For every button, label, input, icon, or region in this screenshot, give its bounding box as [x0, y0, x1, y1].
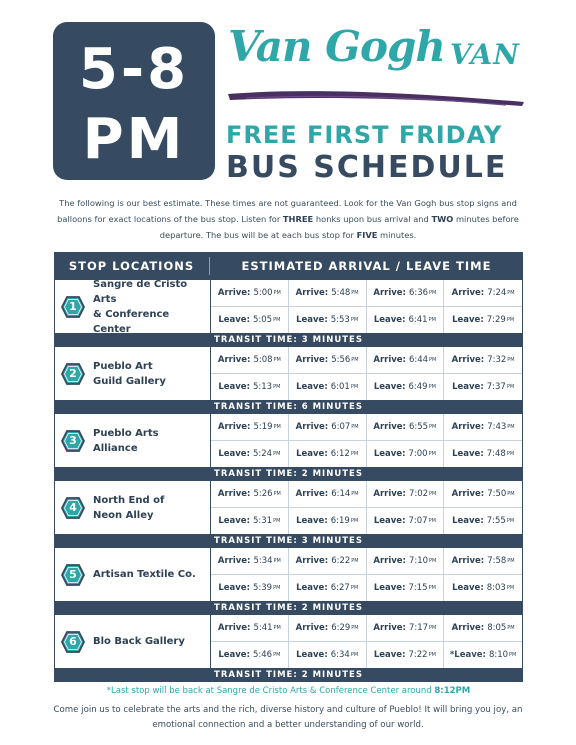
leave-time-cell [289, 642, 367, 669]
arrive-time: 7:02 [408, 488, 429, 499]
arrive-time: 5:48 [331, 287, 351, 298]
arrive-label: Arrive: [295, 488, 329, 499]
leave-label: Leave: [452, 314, 484, 325]
leave-label: Leave: [452, 515, 484, 526]
arrive-time-cell [289, 481, 367, 508]
pm-label: PM [273, 624, 281, 631]
arrive-time-cell [211, 615, 289, 642]
arrive-time-cell [211, 347, 289, 374]
leave-time: 6:01 [330, 381, 350, 392]
stop-name-text [93, 359, 166, 389]
leave-label: Leave: [296, 582, 328, 593]
arrive-label: Arrive: [373, 421, 406, 432]
pm-label: PM [351, 624, 359, 631]
pm-label: PM [506, 450, 515, 457]
intro-paragraph [50, 195, 526, 243]
leave-time-cell [367, 575, 445, 602]
leave-time: 7:29 [486, 314, 506, 325]
leave-time-cell [444, 508, 522, 535]
pm-label: PM [428, 584, 436, 591]
leave-time: 7:07 [408, 515, 428, 526]
leave-time-cell [367, 307, 445, 334]
leave-label: Leave: [452, 381, 484, 392]
arrive-time-cell [444, 548, 522, 575]
stop-row [54, 280, 523, 333]
transit-time-bar: TRANSIT TIME: 6 MINUTES [54, 400, 523, 414]
leave-label: Leave: [452, 448, 484, 459]
leave-time-cell [211, 575, 289, 602]
arrive-label: Arrive: [217, 622, 251, 633]
arrive-label: Arrive: [373, 354, 406, 365]
leave-time: 5:53 [330, 314, 350, 325]
column-header-times: ESTIMATED ARRIVAL / LEAVE TIME [241, 259, 492, 273]
pm-label: PM [273, 383, 281, 390]
arrive-label: Arrive: [451, 421, 485, 432]
logo-script-text: Van Gogh [228, 22, 445, 71]
leave-time: 6:12 [330, 448, 350, 459]
leave-time-cell [444, 441, 522, 468]
last-stop-footnote [54, 686, 523, 696]
arrive-time: 6:07 [331, 421, 351, 432]
stop-times-grid [211, 347, 522, 400]
arrive-time-cell [289, 615, 367, 642]
pm-label: PM [351, 356, 359, 363]
leave-time: 5:05 [252, 314, 273, 325]
stop-number: 1 [69, 300, 77, 313]
intro-emphasis: FIVE [356, 230, 378, 240]
arrive-time: 5:34 [253, 555, 273, 566]
stop-number: 5 [69, 568, 77, 581]
arrive-time: 5:08 [253, 354, 273, 365]
stop-times-grid [211, 548, 522, 601]
leave-label: Leave: [218, 515, 250, 526]
pm-label: PM [350, 450, 359, 457]
leave-label: Leave: [218, 381, 250, 392]
pm-label: PM [506, 584, 515, 591]
pm-label: PM [429, 423, 437, 430]
leave-time-cell [367, 642, 445, 669]
leave-label: Leave: [452, 582, 484, 593]
arrive-label: Arrive: [451, 622, 485, 633]
arrive-label: Arrive: [295, 555, 329, 566]
leave-time-cell [367, 374, 445, 401]
stop-times-grid [211, 615, 522, 668]
pm-label: PM [507, 423, 515, 430]
pm-label: PM [350, 383, 359, 390]
pm-label: PM [429, 356, 437, 363]
leave-label: Leave: [218, 314, 250, 325]
brush-swoosh-icon [226, 86, 526, 108]
arrive-label: Arrive: [217, 555, 251, 566]
leave-time-cell [444, 642, 522, 669]
leave-time-cell [289, 374, 367, 401]
pm-label: PM [428, 517, 436, 524]
leave-label: Leave: [296, 515, 328, 526]
arrive-time-cell [211, 280, 289, 307]
leave-time: 6:19 [330, 515, 350, 526]
arrive-label: Arrive: [373, 287, 406, 298]
arrive-time: 6:29 [331, 622, 351, 633]
pm-label: PM [351, 289, 359, 296]
arrive-time: 6:55 [408, 421, 429, 432]
pm-label: PM [507, 490, 515, 497]
arrive-label: Arrive: [295, 287, 329, 298]
leave-time-cell [444, 575, 522, 602]
arrive-time-cell [367, 347, 445, 374]
leave-time: 7:55 [486, 515, 506, 526]
arrive-time: 7:32 [487, 354, 507, 365]
pm-label: PM [273, 517, 281, 524]
leave-time-cell [289, 441, 367, 468]
stop-name-line2: Neon Alley [93, 509, 154, 521]
stop-number: 3 [69, 434, 77, 447]
leave-time: 6:34 [330, 649, 350, 660]
arrive-time-cell [367, 280, 445, 307]
pm-label: PM [273, 289, 281, 296]
pm-label: PM [273, 557, 281, 564]
pm-label: PM [350, 584, 359, 591]
pm-label: PM [429, 289, 437, 296]
leave-label: Leave: [296, 448, 328, 459]
leave-label: Leave: [373, 381, 406, 392]
leave-time: 5:39 [252, 582, 273, 593]
arrive-label: Arrive: [451, 287, 485, 298]
arrive-time: 6:14 [331, 488, 351, 499]
pm-label: PM [507, 289, 515, 296]
van-gogh-van-logo [228, 18, 528, 88]
arrive-time: 8:05 [487, 622, 507, 633]
arrive-time: 5:19 [253, 421, 273, 432]
arrive-time-cell [444, 347, 522, 374]
leave-time-cell [289, 307, 367, 334]
event-hours-start-end: 5-8 [78, 37, 190, 102]
leave-label: Leave: [218, 448, 250, 459]
stop-location [55, 280, 211, 333]
pm-label: PM [273, 490, 281, 497]
pm-label: PM [506, 316, 515, 323]
stop-name-line1: North End of [93, 494, 165, 506]
arrive-time-cell [289, 548, 367, 575]
stop-name-text [93, 567, 196, 582]
arrive-time: 6:44 [408, 354, 429, 365]
leave-time: 6:27 [330, 582, 350, 593]
stop-name-line1: Pueblo Arts [93, 427, 159, 439]
leave-time: 7:37 [486, 381, 506, 392]
event-hours-badge [53, 22, 215, 180]
stop-name-text [93, 634, 185, 649]
stop-marker [61, 429, 93, 453]
transit-time-bar: TRANSIT TIME: 3 MINUTES [54, 534, 523, 548]
arrive-time-cell [289, 280, 367, 307]
arrive-time: 7:50 [487, 488, 507, 499]
pm-label: PM [273, 423, 281, 430]
transit-time-bar: TRANSIT TIME: 2 MINUTES [54, 467, 523, 481]
arrive-time-cell [289, 347, 367, 374]
pm-label: PM [507, 624, 515, 631]
intro-text: honks upon bus arrival and [313, 214, 432, 224]
pm-label: PM [351, 490, 359, 497]
arrive-label: Arrive: [217, 287, 251, 298]
leave-time: 6:41 [408, 314, 428, 325]
arrive-time: 7:24 [487, 287, 507, 298]
leave-label: Leave: [373, 448, 406, 459]
footnote-time: 8:12PM [434, 686, 471, 696]
pm-label: PM [273, 651, 281, 658]
stop-times-grid [211, 280, 522, 333]
arrive-time-cell [444, 615, 522, 642]
leave-time-cell [289, 575, 367, 602]
logo-caps-text: VAN [450, 38, 520, 71]
pm-label: PM [428, 651, 436, 658]
leave-time: 5:46 [252, 649, 273, 660]
arrive-label: Arrive: [451, 354, 485, 365]
arrive-label: Arrive: [217, 421, 251, 432]
pm-label: PM [509, 651, 517, 658]
leave-time-cell [289, 508, 367, 535]
pm-label: PM [351, 423, 359, 430]
leave-time-cell [444, 307, 522, 334]
stop-times-grid [211, 481, 522, 534]
arrive-label: Arrive: [295, 421, 329, 432]
leave-label: Leave: [218, 649, 250, 660]
arrive-time-cell [367, 548, 445, 575]
stop-row [54, 481, 523, 534]
arrive-time-cell [289, 414, 367, 441]
pm-label: PM [350, 517, 359, 524]
arrive-time-cell [367, 615, 445, 642]
stop-row [54, 414, 523, 467]
leave-label: Leave: [296, 649, 328, 660]
stop-name-line2: & Conference Center [93, 308, 170, 335]
leave-time-cell [444, 374, 522, 401]
pm-label: PM [428, 316, 436, 323]
leave-time-cell [211, 642, 289, 669]
pm-label: PM [429, 624, 437, 631]
arrive-time-cell [367, 481, 445, 508]
schedule-body [54, 280, 523, 682]
stop-name-text [93, 277, 210, 337]
arrive-time: 7:58 [487, 555, 507, 566]
headline-bus-schedule: BUS SCHEDULE [226, 150, 508, 185]
arrive-time-cell [211, 481, 289, 508]
stop-location [55, 481, 211, 534]
transit-time-bar: TRANSIT TIME: 3 MINUTES [54, 333, 523, 347]
stop-name-text [93, 426, 159, 456]
leave-time: 5:24 [252, 448, 273, 459]
leave-label: Leave: [296, 381, 328, 392]
leave-time: 7:15 [408, 582, 428, 593]
stop-name-text [93, 493, 164, 523]
stop-location [55, 548, 211, 601]
arrive-label: Arrive: [373, 622, 406, 633]
arrive-time: 6:22 [331, 555, 351, 566]
stop-number: 4 [69, 501, 77, 514]
pm-label: PM [428, 450, 436, 457]
leave-time: 5:31 [252, 515, 273, 526]
arrive-label: Arrive: [295, 622, 329, 633]
bus-schedule-table [54, 252, 523, 682]
leave-label: Leave: [373, 515, 406, 526]
arrive-time: 5:41 [253, 622, 273, 633]
intro-text: minutes before departure. The bus will be at each bus stop for [159, 214, 519, 240]
stop-marker [61, 496, 93, 520]
stop-number: 2 [69, 367, 77, 380]
arrive-time-cell [211, 548, 289, 575]
leave-time-cell [367, 441, 445, 468]
leave-label: Leave: [218, 582, 250, 593]
pm-label: PM [428, 383, 436, 390]
event-hours-meridiem: PM [82, 107, 186, 172]
stop-marker [61, 362, 93, 386]
pm-label: PM [507, 557, 515, 564]
pm-label: PM [507, 356, 515, 363]
intro-text: minutes. [377, 230, 417, 240]
pm-label: PM [350, 316, 359, 323]
closing-paragraph: Come join us to celebrate the arts and the rich, diverse history and culture of Pueblo! It will bring you joy, an emotional connection and a better understanding of our world. [53, 705, 523, 730]
leave-time: 5:13 [252, 381, 273, 392]
column-header-stop-locations: STOP LOCATIONS [54, 257, 210, 275]
intro-emphasis: THREE [282, 214, 314, 224]
arrive-label: Arrive: [217, 354, 251, 365]
pm-label: PM [506, 517, 515, 524]
arrive-label: Arrive: [373, 488, 406, 499]
arrive-label: Arrive: [217, 488, 251, 499]
arrive-label: Arrive: [295, 354, 329, 365]
arrive-label: Arrive: [373, 555, 406, 566]
stop-name-line1: Sangre de Cristo Arts [93, 278, 188, 305]
arrive-label: Arrive: [451, 488, 485, 499]
stop-row [54, 548, 523, 601]
leave-label: Leave: [296, 314, 328, 325]
arrive-time-cell [444, 414, 522, 441]
leave-time-cell [211, 508, 289, 535]
arrive-time: 6:36 [408, 287, 429, 298]
headline-free-first-friday: FREE FIRST FRIDAY [226, 121, 503, 149]
pm-label: PM [350, 651, 359, 658]
leave-time: 8:10 [488, 649, 509, 660]
stop-marker [61, 563, 93, 587]
stop-row [54, 347, 523, 400]
transit-time-bar: TRANSIT TIME: 2 MINUTES [54, 668, 523, 682]
arrive-label: Arrive: [451, 555, 485, 566]
pm-label: PM [273, 316, 281, 323]
pm-label: PM [429, 490, 437, 497]
arrive-time-cell [444, 280, 522, 307]
leave-time: 7:22 [408, 649, 428, 660]
leave-time-cell [367, 508, 445, 535]
stop-marker [61, 295, 93, 319]
leave-time-cell [211, 307, 289, 334]
stop-marker [61, 630, 93, 654]
leave-time: 6:49 [408, 381, 428, 392]
pm-label: PM [506, 383, 515, 390]
leave-label: Leave: [373, 649, 406, 660]
pm-label: PM [273, 584, 281, 591]
pm-label: PM [273, 450, 281, 457]
footnote-text: *Last stop will be back at Sangre de Cristo Arts & Conference Center around [106, 686, 435, 696]
leave-time-cell [211, 374, 289, 401]
arrive-time: 5:56 [331, 354, 351, 365]
arrive-time: 7:10 [408, 555, 429, 566]
stop-location [55, 347, 211, 400]
arrive-time: 7:43 [487, 421, 507, 432]
leave-label: *Leave: [449, 649, 486, 660]
leave-time: 7:48 [486, 448, 506, 459]
leave-time: 7:00 [408, 448, 428, 459]
intro-emphasis: TWO [431, 214, 454, 224]
arrive-time-cell [367, 414, 445, 441]
stop-location [55, 615, 211, 668]
leave-label: Leave: [373, 314, 406, 325]
pm-label: PM [273, 356, 281, 363]
stop-row [54, 615, 523, 668]
stop-name-line1: Blo Back Gallery [93, 636, 185, 647]
leave-time-cell [211, 441, 289, 468]
stop-name-line1: Artisan Textile Co. [93, 569, 196, 580]
pm-label: PM [429, 557, 437, 564]
leave-time: 8:03 [486, 582, 506, 593]
leave-label: Leave: [373, 582, 406, 593]
stop-name-line2: Alliance [93, 442, 138, 454]
transit-time-bar: TRANSIT TIME: 2 MINUTES [54, 601, 523, 615]
stop-location [55, 414, 211, 467]
arrive-time-cell [444, 481, 522, 508]
arrive-time: 7:17 [408, 622, 429, 633]
stop-number: 6 [69, 635, 77, 648]
intro-text: The following is our best estimate. These times are not guaranteed. Look for the Van Gogh bus stop signs and balloons for exact locations of the bus stop. Listen for [57, 198, 517, 224]
arrive-time: 5:00 [253, 287, 273, 298]
stop-times-grid [211, 414, 522, 467]
arrive-time: 5:26 [253, 488, 273, 499]
arrive-time-cell [211, 414, 289, 441]
pm-label: PM [351, 557, 359, 564]
stop-name-line2: Guild Gallery [93, 375, 166, 387]
stop-name-line1: Pueblo Art [93, 360, 153, 372]
